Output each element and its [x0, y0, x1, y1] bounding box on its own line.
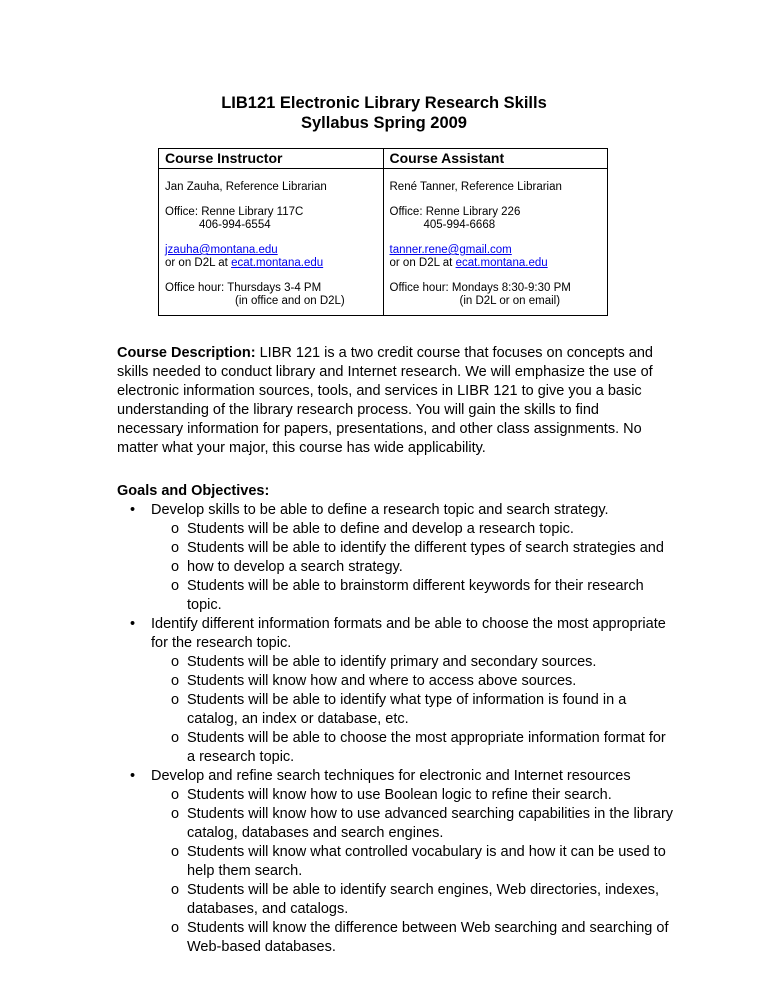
instructor-hours-note: (in office and on D2L) — [235, 295, 345, 307]
instructor-d2l-prefix: or on D2L at — [165, 257, 232, 269]
assistant-cell — [383, 169, 608, 316]
objective-item: o Students will be able to identify the different types of search strategies and — [151, 539, 677, 558]
instructor-phone: 406-994-6554 — [199, 219, 271, 231]
objective-item: o how to develop a search strategy. — [151, 558, 677, 577]
objective-item: o Students will know how to use advanced searching capabilities in the library catalog, databases and search engines. — [151, 805, 677, 843]
instructor-name: Jan Zauha, Reference Librarian — [165, 181, 327, 193]
goal-item — [117, 501, 677, 615]
objective-item: o Students will be able to choose the most appropriate information format for a research topic. — [151, 729, 677, 767]
objective-item: o Students will know how and where to access above sources. — [151, 672, 677, 691]
goal-item — [117, 767, 677, 957]
objective-item: o Students will be able to brainstorm different keywords for their research topic. — [151, 577, 677, 615]
document-title — [0, 93, 768, 133]
assistant-office: Office: Renne Library 226 — [389, 206, 521, 218]
instructor-email-link[interactable]: jzauha@montana.edu — [165, 244, 278, 256]
goals-section — [117, 482, 677, 957]
objective-list — [151, 653, 677, 767]
instructor-header: Course Instructor — [159, 149, 384, 169]
title-line-1: LIB121 Electronic Library Research Skills — [221, 94, 547, 112]
objective-item: o Students will be able to identify what type of information is found in a catalog, an index or database, etc. — [151, 691, 677, 729]
goal-text: Identify different information formats and be able to choose the most appropriate for the research topic. — [151, 616, 666, 651]
contact-table — [158, 148, 608, 316]
assistant-name: René Tanner, Reference Librarian — [389, 181, 562, 193]
goal-item — [117, 615, 677, 767]
assistant-d2l-link[interactable]: ecat.montana.edu — [455, 257, 548, 269]
instructor-d2l-link[interactable]: ecat.montana.edu — [231, 257, 324, 269]
title-line-2: Syllabus Spring 2009 — [301, 114, 467, 132]
objective-item: o Students will be able to define and develop a research topic. — [151, 520, 677, 539]
assistant-hours-note: (in D2L or on email) — [459, 295, 561, 307]
description-text: LIBR 121 is a two credit course that focuses on concepts and skills needed to conduct library and Internet research. We will emphasize the use of electronic information sources, tools, and services in LIBR 121 to give you a basic understanding of the library research process. You will gain the skills to find necessary information for papers, presentations, and other class assignments. No matter what your major, this course has wide applicability. — [117, 345, 653, 456]
goals-list — [117, 501, 677, 957]
assistant-header: Course Assistant — [383, 149, 608, 169]
objective-list — [151, 520, 677, 615]
assistant-email-link[interactable]: tanner.rene@gmail.com — [389, 244, 512, 256]
objective-item: o Students will know what controlled vocabulary is and how it can be used to help them search. — [151, 843, 677, 881]
objective-item: o Students will know the difference between Web searching and searching of Web-based databases. — [151, 919, 677, 957]
instructor-office: Office: Renne Library 117C — [165, 206, 304, 218]
description-label: Course Description: — [117, 345, 256, 361]
assistant-d2l-prefix: or on D2L at — [389, 257, 456, 269]
goals-heading: Goals and Objectives: — [117, 483, 270, 499]
assistant-phone: 405-994-6668 — [423, 219, 496, 231]
instructor-hours: Office hour: Thursdays 3-4 PM — [165, 282, 322, 294]
course-description — [117, 344, 663, 458]
goal-text: Develop skills to be able to define a research topic and search strategy. — [151, 502, 609, 518]
instructor-cell — [159, 169, 384, 316]
objective-item: o Students will be able to identify primary and secondary sources. — [151, 653, 677, 672]
objective-list — [151, 786, 677, 957]
assistant-hours: Office hour: Mondays 8:30-9:30 PM — [389, 282, 571, 294]
objective-item: o Students will be able to identify search engines, Web directories, indexes, databases, and catalogs. — [151, 881, 677, 919]
goal-text: Develop and refine search techniques for electronic and Internet resources — [151, 768, 631, 784]
objective-item: o Students will know how to use Boolean logic to refine their search. — [151, 786, 677, 805]
